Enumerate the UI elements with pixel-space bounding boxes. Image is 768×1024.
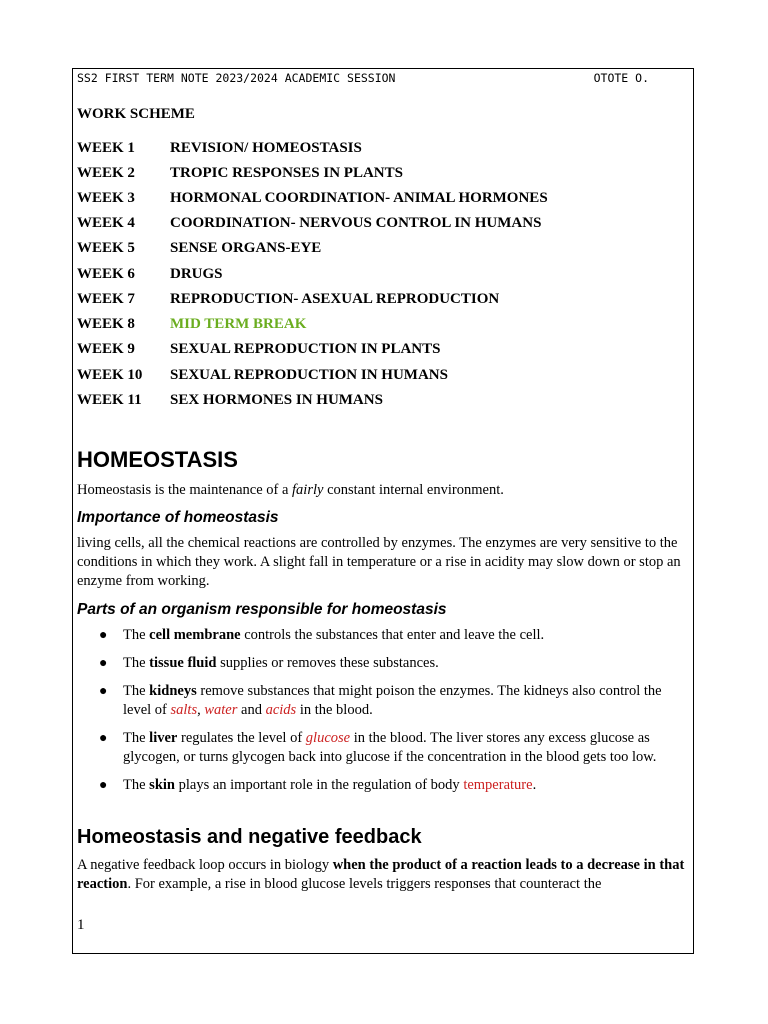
parts-heading: Parts of an organism responsible for homeostasis (77, 601, 447, 618)
header-author: OTOTE O. (593, 71, 649, 85)
bullet-icon: ● (99, 778, 108, 793)
key-term: cell membrane (149, 627, 241, 643)
page-number: 1 (77, 917, 85, 933)
bullet-icon: ● (99, 656, 108, 671)
scheme-week: WEEK 4 (77, 215, 135, 231)
scheme-row-break (77, 316, 306, 333)
feedback-heading: Homeostasis and negative feedback (77, 826, 422, 848)
highlight-term: water (204, 702, 238, 718)
bullet-icon: ● (99, 731, 108, 746)
highlight-term: salts (170, 702, 198, 718)
section-title-homeostasis: HOMEOSTASIS (77, 447, 238, 472)
scheme-row (77, 190, 548, 207)
key-phrase: when the product of a reaction leads to a decrease in that reaction (77, 857, 685, 892)
scheme-topic: SENSE ORGANS-EYE (170, 240, 322, 256)
scheme-week: WEEK 1 (77, 140, 135, 156)
highlight-term: glucose (305, 730, 351, 746)
scheme-topic: REPRODUCTION- ASEXUAL REPRODUCTION (170, 291, 500, 307)
scheme-row (77, 367, 448, 384)
scheme-topic: TROPIC RESPONSES IN PLANTS (170, 165, 403, 181)
scheme-week: WEEK 6 (77, 266, 135, 282)
highlight-term: temperature (463, 777, 533, 793)
list-item: ● The cell membrane controls the substances that enter and leave the cell. (99, 627, 545, 643)
header-title: SS2 FIRST TERM NOTE 2023/2024 ACADEMIC SESSION (77, 71, 396, 85)
list-item: ● The liver regulates the level of glucose in the blood. The liver stores any excess glucose as glycogen, or turns glycogen back into glucose if the concentration in the blood gets too low. (99, 730, 657, 765)
highlight-term: acids (265, 702, 297, 718)
work-scheme-title: WORK SCHEME (77, 106, 195, 122)
key-term: tissue fluid (149, 655, 217, 671)
importance-heading: Importance of homeostasis (77, 509, 279, 526)
scheme-row (77, 266, 223, 283)
scheme-row (77, 140, 362, 157)
list-item: ● The kidneys remove substances that might poison the enzymes. The kidneys also control the level of salts, water and acids in the blood. (99, 683, 662, 718)
feedback-paragraph: A negative feedback loop occurs in biology when the product of a reaction leads to a decrease in that reaction. For example, a rise in blood glucose levels triggers responses that counteract the (77, 857, 685, 892)
importance-paragraph: living cells, all the chemical reactions are controlled by enzymes. The enzymes are very sensitive to the conditions in which they work. A slight fall in temperature or a rise in acidity may slow down or stop an enzyme from working. (77, 535, 681, 589)
scheme-row (77, 165, 403, 182)
scheme-week: WEEK 9 (77, 341, 135, 357)
scheme-week: WEEK 8 (77, 316, 135, 332)
emphasis-word: fairly (292, 482, 324, 498)
scheme-topic: SEXUAL REPRODUCTION IN HUMANS (170, 367, 448, 383)
scheme-week: WEEK 10 (77, 367, 143, 383)
organs-list (77, 626, 689, 804)
bullet-icon: ● (99, 684, 108, 699)
scheme-row (77, 341, 440, 358)
list-item: ● The tissue fluid supplies or removes these substances. (99, 655, 439, 671)
scheme-topic: DRUGS (170, 266, 223, 282)
document-header (77, 71, 649, 85)
key-term: liver (149, 730, 178, 746)
scheme-week: WEEK 11 (77, 392, 142, 408)
scheme-week: WEEK 2 (77, 165, 135, 181)
scheme-row (77, 392, 383, 409)
scheme-topic: SEXUAL REPRODUCTION IN PLANTS (170, 341, 441, 357)
scheme-topic: REVISION/ HOMEOSTASIS (170, 140, 362, 156)
scheme-week: WEEK 3 (77, 190, 135, 206)
scheme-row (77, 215, 541, 232)
scheme-topic: SEX HORMONES IN HUMANS (170, 392, 383, 408)
scheme-topic: HORMONAL COORDINATION- ANIMAL HORMONES (170, 190, 548, 206)
key-term: skin (149, 777, 175, 793)
scheme-row (77, 240, 321, 257)
scheme-topic: COORDINATION- NERVOUS CONTROL IN HUMANS (170, 215, 542, 231)
key-term: kidneys (149, 683, 197, 699)
scheme-row (77, 291, 499, 308)
scheme-topic-highlight: MID TERM BREAK (170, 316, 307, 332)
list-item: ● The skin plays an important role in the regulation of body temperature. (99, 777, 537, 793)
definition-paragraph: Homeostasis is the maintenance of a fairly constant internal environment. (77, 482, 504, 498)
scheme-week: WEEK 7 (77, 291, 135, 307)
scheme-week: WEEK 5 (77, 240, 135, 256)
bullet-icon: ● (99, 628, 108, 643)
